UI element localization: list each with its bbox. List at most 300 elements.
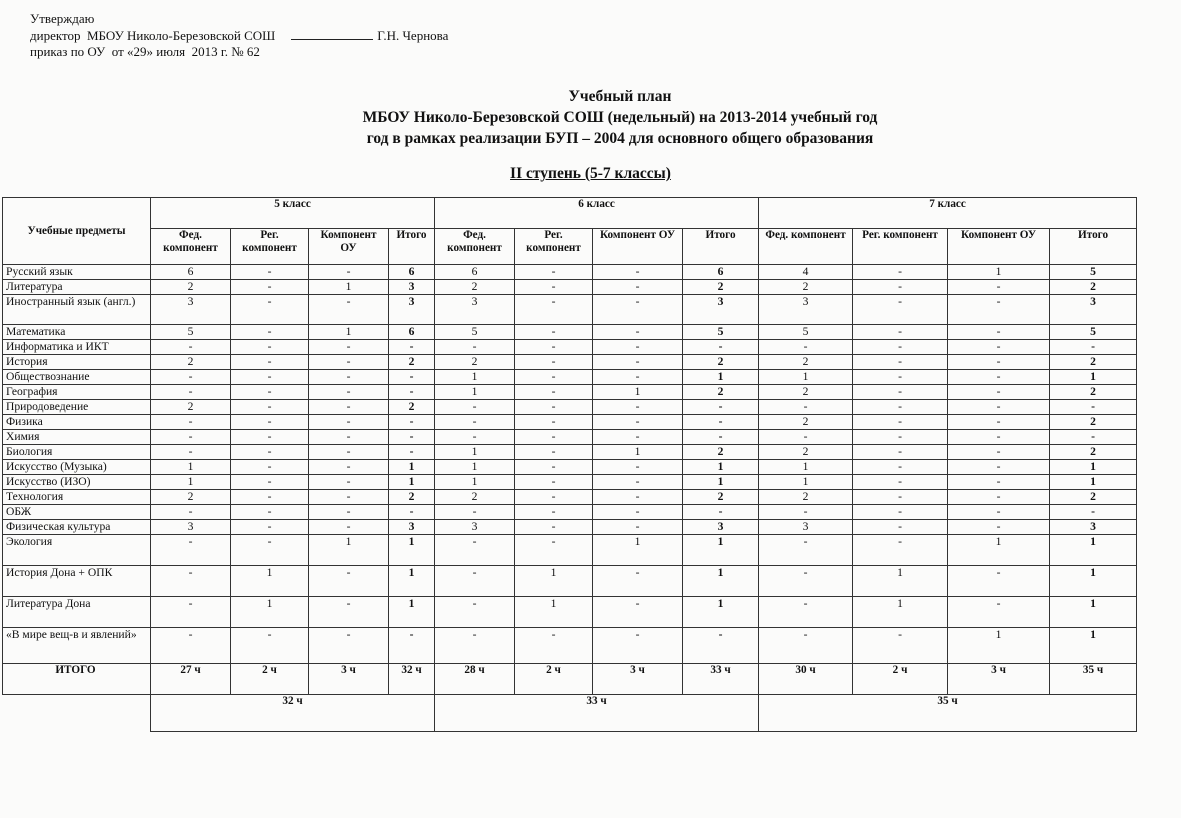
hours-cell: - [593, 355, 683, 370]
row-total-cell: 1 [1050, 535, 1137, 566]
row-total-cell: 2 [683, 280, 759, 295]
subject-name: Иностранный язык (англ.) [3, 295, 151, 325]
title-line-1: Учебный план [568, 88, 672, 105]
subject-row [3, 385, 1137, 400]
hours-cell: - [231, 370, 309, 385]
hours-cell: - [309, 505, 389, 520]
subject-name: Биология [3, 445, 151, 460]
subject-row [3, 340, 1137, 355]
total-cell: 3 ч [593, 664, 683, 695]
subject-row [3, 505, 1137, 520]
component-header-row [3, 229, 1137, 265]
hours-cell: 3 [151, 520, 231, 535]
hours-cell: - [231, 505, 309, 520]
hours-cell: - [515, 265, 593, 280]
subject-name: Природоведение [3, 400, 151, 415]
row-total-cell: 1 [1050, 566, 1137, 597]
hours-cell: 1 [948, 265, 1050, 280]
hours-cell: - [593, 505, 683, 520]
hours-cell: 3 [151, 295, 231, 325]
hours-cell: 1 [853, 597, 948, 628]
hours-cell: 3 [435, 295, 515, 325]
hours-cell: - [231, 490, 309, 505]
row-total-cell: 1 [389, 535, 435, 566]
hours-cell: 1 [435, 460, 515, 475]
subject-row [3, 535, 1137, 566]
hours-cell: - [309, 520, 389, 535]
hours-cell: - [515, 475, 593, 490]
row-total-cell: 2 [1050, 490, 1137, 505]
row-total-cell: 1 [683, 460, 759, 475]
grade-5-header: 5 класс [151, 198, 435, 229]
subject-name: Русский язык [3, 265, 151, 280]
row-total-cell: - [1050, 340, 1137, 355]
hours-cell: 1 [151, 460, 231, 475]
hours-cell: - [593, 430, 683, 445]
hours-cell: - [309, 400, 389, 415]
hours-cell: - [759, 597, 853, 628]
row-total-cell: 5 [1050, 265, 1137, 280]
row-total-cell: 1 [683, 370, 759, 385]
subject-name: Математика [3, 325, 151, 340]
row-total-cell: 3 [1050, 295, 1137, 325]
hours-cell: - [231, 295, 309, 325]
hours-cell: 2 [151, 355, 231, 370]
hours-cell: 2 [759, 415, 853, 430]
hours-cell: - [948, 370, 1050, 385]
hours-cell: 2 [435, 490, 515, 505]
row-total-cell: 2 [1050, 355, 1137, 370]
document-title [0, 86, 1181, 149]
hours-cell: 1 [593, 445, 683, 460]
row-total-cell: - [683, 415, 759, 430]
hours-cell: 1 [435, 385, 515, 400]
hours-cell: - [151, 445, 231, 460]
hours-cell: - [948, 475, 1050, 490]
hours-cell: - [151, 505, 231, 520]
row-total-cell: - [389, 385, 435, 400]
hours-cell: - [309, 415, 389, 430]
grade-5-reg-component-header: Рег. компонент [231, 229, 309, 265]
approval-order: приказ по ОУ от «29» июля 2013 г. № 62 [30, 44, 260, 59]
hours-cell: 1 [309, 325, 389, 340]
grade-6-fed-component-header: Фед. компонент [435, 229, 515, 265]
row-total-cell: 2 [683, 445, 759, 460]
hours-cell: 6 [151, 265, 231, 280]
row-total-cell: 1 [683, 475, 759, 490]
hours-cell: 1 [853, 566, 948, 597]
hours-cell: - [151, 597, 231, 628]
hours-cell: - [948, 295, 1050, 325]
hours-cell: - [231, 340, 309, 355]
hours-cell: - [309, 295, 389, 325]
hours-cell: - [515, 445, 593, 460]
grade-7-grand-total: 35 ч [759, 695, 1137, 732]
curriculum-body [3, 265, 1137, 732]
grade-6-reg-component-header: Рег. компонент [515, 229, 593, 265]
subject-name: Литература [3, 280, 151, 295]
row-total-cell: 2 [389, 400, 435, 415]
hours-cell: - [515, 370, 593, 385]
hours-cell: - [853, 355, 948, 370]
row-total-cell: 6 [389, 325, 435, 340]
hours-cell: - [309, 265, 389, 280]
row-total-cell: 1 [389, 475, 435, 490]
hours-cell: 5 [759, 325, 853, 340]
hours-cell: - [309, 566, 389, 597]
row-total-cell: - [683, 628, 759, 664]
row-total-cell: 3 [389, 295, 435, 325]
hours-cell: - [853, 295, 948, 325]
hours-cell: - [515, 505, 593, 520]
hours-cell: 2 [759, 355, 853, 370]
subject-row [3, 415, 1137, 430]
subject-row [3, 325, 1137, 340]
hours-cell: 1 [435, 445, 515, 460]
hours-cell: - [231, 520, 309, 535]
hours-cell: 1 [231, 566, 309, 597]
subject-row [3, 280, 1137, 295]
hours-cell: - [593, 265, 683, 280]
hours-cell: - [435, 505, 515, 520]
hours-cell: - [515, 355, 593, 370]
grade-5-total-header: Итого [389, 229, 435, 265]
row-total-cell: 1 [683, 566, 759, 597]
hours-cell: - [231, 628, 309, 664]
hours-cell: 3 [759, 520, 853, 535]
subject-name: Физика [3, 415, 151, 430]
hours-cell: - [853, 490, 948, 505]
hours-cell: - [948, 385, 1050, 400]
hours-cell: - [309, 490, 389, 505]
grade-5-school-component-header: Компонент ОУ [309, 229, 389, 265]
hours-cell: 2 [759, 385, 853, 400]
grade-7-school-component-header: Компонент ОУ [948, 229, 1050, 265]
hours-cell: - [515, 628, 593, 664]
row-total-cell: - [389, 628, 435, 664]
subject-name: Искусство (Музыка) [3, 460, 151, 475]
hours-cell: - [231, 415, 309, 430]
subject-row [3, 628, 1137, 664]
row-total-cell: 3 [389, 280, 435, 295]
hours-cell: - [948, 355, 1050, 370]
hours-cell: 1 [151, 475, 231, 490]
row-total-cell: - [683, 340, 759, 355]
row-total-cell: - [1050, 400, 1137, 415]
subject-name: Обществознание [3, 370, 151, 385]
hours-cell: - [853, 340, 948, 355]
grade-6-school-component-header: Компонент ОУ [593, 229, 683, 265]
hours-cell: - [515, 295, 593, 325]
hours-cell: - [231, 355, 309, 370]
hours-cell: - [853, 415, 948, 430]
hours-cell: - [515, 340, 593, 355]
director-name: Г.Н. Чернова [377, 27, 449, 43]
hours-cell: - [948, 280, 1050, 295]
hours-cell: - [853, 445, 948, 460]
row-total-cell: - [389, 415, 435, 430]
total-cell: 28 ч [435, 664, 515, 695]
grade-header-row [3, 198, 1137, 229]
hours-cell: - [435, 415, 515, 430]
row-total-cell: - [683, 400, 759, 415]
hours-cell: - [231, 265, 309, 280]
hours-cell: - [593, 280, 683, 295]
subject-row [3, 400, 1137, 415]
total-cell: 27 ч [151, 664, 231, 695]
hours-cell: 3 [759, 295, 853, 325]
hours-cell: - [515, 520, 593, 535]
curriculum-table [2, 197, 1137, 732]
hours-cell: - [759, 430, 853, 445]
hours-cell: - [853, 385, 948, 400]
title-line-3: год в рамках реализации БУП – 2004 для основного общего образования [366, 130, 874, 147]
hours-cell: - [435, 628, 515, 664]
subject-row [3, 566, 1137, 597]
total-cell: 3 ч [309, 664, 389, 695]
hours-cell: 1 [515, 566, 593, 597]
row-total-cell: 1 [683, 535, 759, 566]
subject-name: Химия [3, 430, 151, 445]
hours-cell: 1 [435, 370, 515, 385]
total-cell: 2 ч [515, 664, 593, 695]
hours-cell: - [948, 340, 1050, 355]
hours-cell: 1 [948, 535, 1050, 566]
grade-5-grand-total: 32 ч [151, 695, 435, 732]
hours-cell: - [593, 566, 683, 597]
subject-name: «В мире вещ-в и явлений» [3, 628, 151, 664]
hours-cell: - [593, 475, 683, 490]
hours-cell: - [515, 400, 593, 415]
row-total-cell: 2 [1050, 445, 1137, 460]
hours-cell: - [309, 597, 389, 628]
signature-line [291, 29, 373, 40]
subject-row [3, 490, 1137, 505]
hours-cell: - [759, 535, 853, 566]
hours-cell: - [231, 445, 309, 460]
hours-cell: - [515, 385, 593, 400]
row-total-cell: 2 [683, 355, 759, 370]
hours-cell: - [309, 340, 389, 355]
row-total-cell: 1 [683, 597, 759, 628]
hours-cell: - [231, 430, 309, 445]
hours-cell: - [435, 566, 515, 597]
row-total-cell: 1 [1050, 628, 1137, 664]
row-total-cell: - [683, 430, 759, 445]
hours-cell: - [853, 265, 948, 280]
hours-cell: - [948, 520, 1050, 535]
approval-title: Утверждаю [30, 11, 95, 26]
hours-cell: - [593, 325, 683, 340]
hours-cell: - [515, 280, 593, 295]
hours-cell: - [593, 460, 683, 475]
hours-cell: - [759, 566, 853, 597]
hours-cell: - [515, 535, 593, 566]
subject-name: Литература Дона [3, 597, 151, 628]
subject-name: История [3, 355, 151, 370]
hours-cell: - [309, 385, 389, 400]
subject-row [3, 445, 1137, 460]
grade-6-total-header: Итого [683, 229, 759, 265]
hours-cell: - [593, 370, 683, 385]
hours-cell: - [593, 295, 683, 325]
hours-cell: - [948, 490, 1050, 505]
hours-cell: - [435, 430, 515, 445]
row-total-cell: - [1050, 430, 1137, 445]
hours-cell: - [593, 340, 683, 355]
subject-row [3, 475, 1137, 490]
grade-6-grand-total: 33 ч [435, 695, 759, 732]
row-total-cell: 2 [1050, 385, 1137, 400]
hours-cell: - [151, 535, 231, 566]
hours-cell: 2 [151, 280, 231, 295]
hours-cell: - [309, 460, 389, 475]
hours-cell: 2 [151, 400, 231, 415]
row-total-cell: 6 [683, 265, 759, 280]
total-cell: 2 ч [853, 664, 948, 695]
hours-cell: 3 [435, 520, 515, 535]
hours-cell: - [231, 325, 309, 340]
row-total-cell: - [389, 505, 435, 520]
hours-cell: - [515, 490, 593, 505]
hours-cell: - [853, 400, 948, 415]
row-total-cell: 2 [389, 355, 435, 370]
hours-cell: 2 [435, 355, 515, 370]
hours-cell: 1 [593, 385, 683, 400]
hours-cell: - [948, 445, 1050, 460]
hours-cell: - [853, 505, 948, 520]
subject-name: Искусство (ИЗО) [3, 475, 151, 490]
row-total-cell: 1 [1050, 460, 1137, 475]
subject-name: Физическая культура [3, 520, 151, 535]
hours-cell: - [759, 505, 853, 520]
total-cell: 33 ч [683, 664, 759, 695]
subject-name: География [3, 385, 151, 400]
hours-cell: 6 [435, 265, 515, 280]
row-total-cell: 2 [389, 490, 435, 505]
hours-cell: - [151, 430, 231, 445]
hours-cell: - [593, 520, 683, 535]
hours-cell: - [948, 460, 1050, 475]
hours-cell: - [948, 430, 1050, 445]
hours-cell: - [759, 628, 853, 664]
row-total-cell: - [389, 370, 435, 385]
subject-row [3, 355, 1137, 370]
hours-cell: - [948, 400, 1050, 415]
subject-name: ОБЖ [3, 505, 151, 520]
hours-cell: - [515, 325, 593, 340]
hours-cell: - [948, 566, 1050, 597]
subject-name: История Дона + ОПК [3, 566, 151, 597]
hours-cell: - [435, 340, 515, 355]
approval-block [30, 11, 448, 61]
hours-cell: - [515, 430, 593, 445]
hours-cell: - [759, 340, 853, 355]
hours-cell: 1 [593, 535, 683, 566]
subject-name: Информатика и ИКТ [3, 340, 151, 355]
total-cell: 30 ч [759, 664, 853, 695]
grade-7-fed-component-header: Фед. компонент [759, 229, 853, 265]
hours-cell: - [948, 325, 1050, 340]
hours-cell: - [853, 430, 948, 445]
subject-row [3, 597, 1137, 628]
hours-cell: - [853, 475, 948, 490]
hours-cell: - [759, 400, 853, 415]
hours-cell: 1 [231, 597, 309, 628]
hours-cell: - [853, 280, 948, 295]
hours-cell: 2 [435, 280, 515, 295]
row-total-cell: 2 [1050, 280, 1137, 295]
hours-cell: 1 [759, 475, 853, 490]
hours-cell: - [593, 628, 683, 664]
row-total-cell: 1 [1050, 475, 1137, 490]
hours-cell: 1 [435, 475, 515, 490]
row-total-cell: 3 [389, 520, 435, 535]
hours-cell: 1 [309, 280, 389, 295]
row-total-cell: - [683, 505, 759, 520]
title-line-2: МБОУ Николо-Березовской СОШ (недельный) на 2013-2014 учебный год [362, 109, 878, 126]
hours-cell: - [231, 535, 309, 566]
row-total-cell: 2 [683, 490, 759, 505]
hours-cell: - [853, 325, 948, 340]
hours-cell: - [435, 400, 515, 415]
row-total-cell: 2 [683, 385, 759, 400]
subject-row [3, 295, 1137, 325]
hours-cell: - [231, 460, 309, 475]
hours-cell: - [853, 628, 948, 664]
hours-cell: - [515, 415, 593, 430]
row-total-cell: 1 [1050, 370, 1137, 385]
subject-row [3, 265, 1137, 280]
hours-cell: - [151, 415, 231, 430]
hours-cell: - [309, 430, 389, 445]
hours-cell: - [948, 505, 1050, 520]
hours-cell: 1 [759, 460, 853, 475]
row-total-cell: 1 [389, 566, 435, 597]
row-total-cell: 1 [389, 597, 435, 628]
hours-cell: - [151, 628, 231, 664]
row-total-cell: 5 [683, 325, 759, 340]
row-total-cell: - [389, 430, 435, 445]
hours-cell: 5 [151, 325, 231, 340]
grade-7-reg-component-header: Рег. компонент [853, 229, 948, 265]
hours-cell: - [948, 597, 1050, 628]
hours-cell: - [151, 566, 231, 597]
hours-cell: - [948, 415, 1050, 430]
hours-cell: - [593, 415, 683, 430]
totals-label: ИТОГО [3, 664, 151, 695]
hours-cell: - [231, 475, 309, 490]
hours-cell: - [853, 460, 948, 475]
total-cell: 35 ч [1050, 664, 1137, 695]
hours-cell: - [435, 597, 515, 628]
hours-cell: - [151, 340, 231, 355]
blank-cell [3, 695, 151, 732]
hours-cell: - [593, 400, 683, 415]
total-cell: 2 ч [231, 664, 309, 695]
row-total-cell: 3 [683, 295, 759, 325]
row-total-cell: 1 [389, 460, 435, 475]
hours-cell: - [853, 535, 948, 566]
row-total-cell: 2 [1050, 415, 1137, 430]
hours-cell: - [309, 445, 389, 460]
hours-cell: 2 [759, 445, 853, 460]
row-total-cell: 6 [389, 265, 435, 280]
hours-cell: 2 [759, 280, 853, 295]
hours-cell: 2 [759, 490, 853, 505]
hours-cell: - [853, 520, 948, 535]
stage-heading: II ступень (5-7 классы) [510, 165, 671, 182]
